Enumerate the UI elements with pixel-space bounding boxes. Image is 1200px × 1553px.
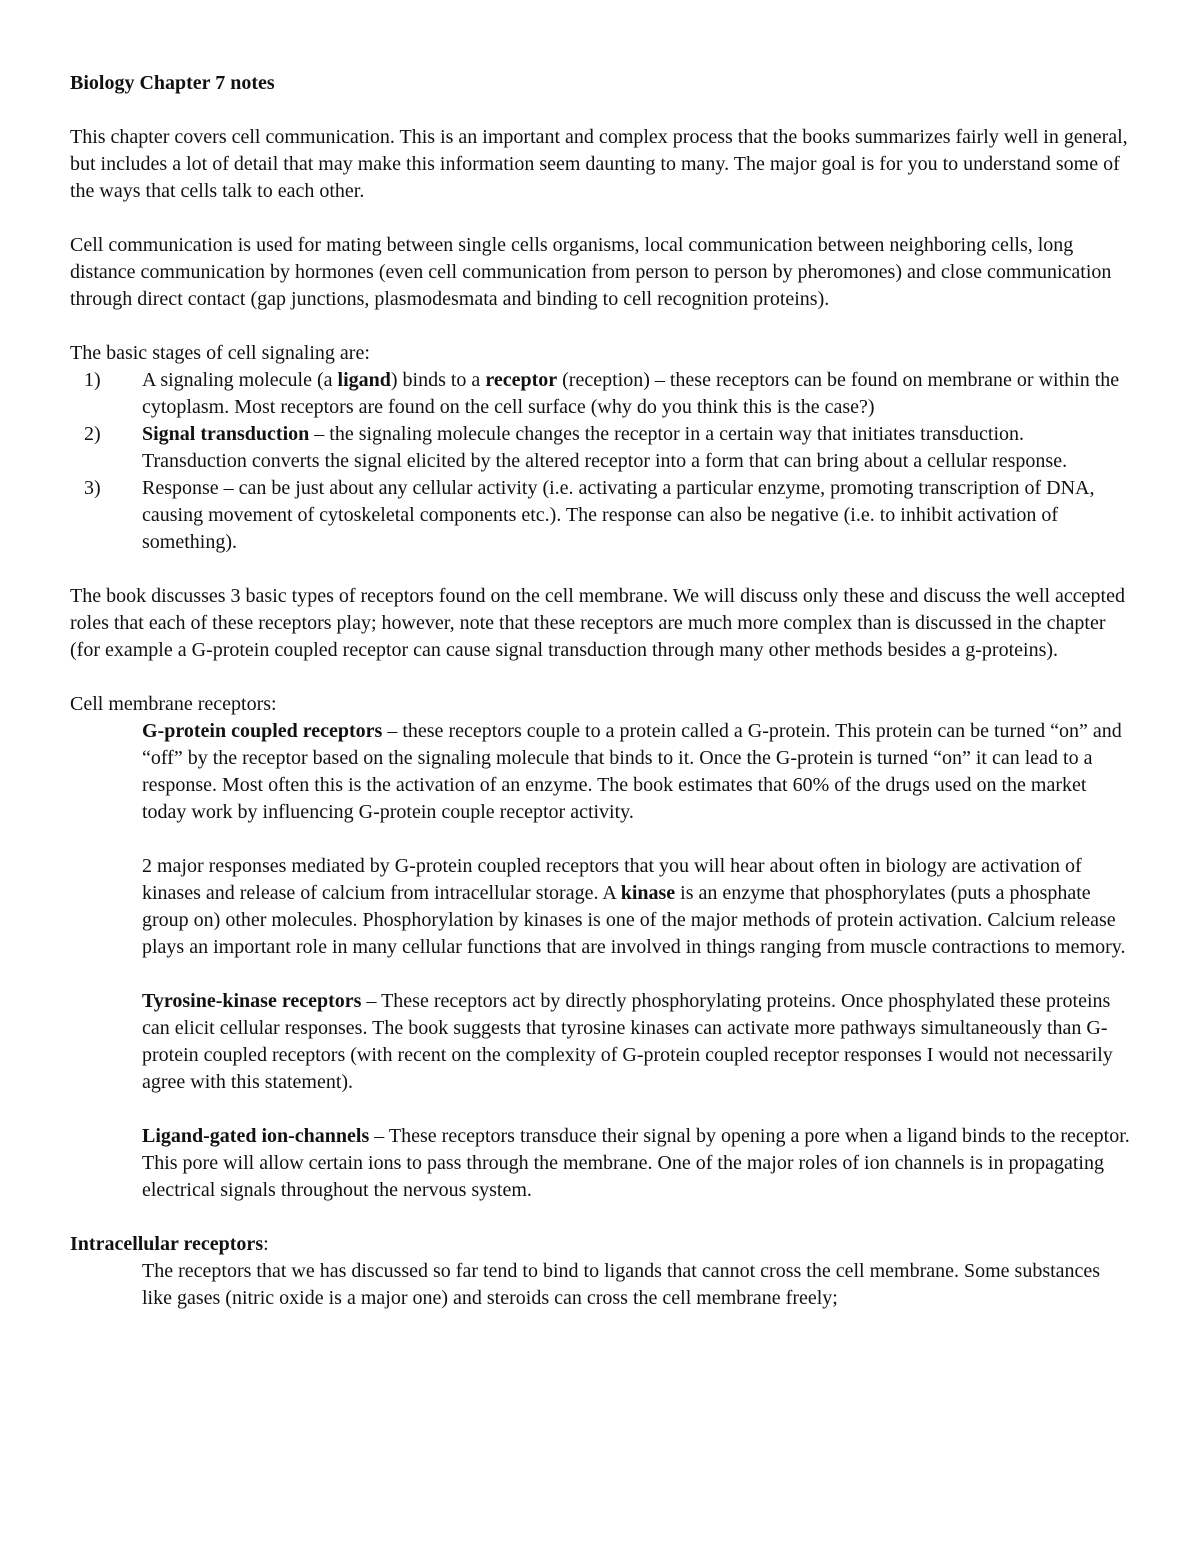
receptor-types-paragraph: The book discusses 3 basic types of receptors found on the cell membrane. We will discuss only these and discuss the well accepted roles that each of these receptors play; however, note that these receptors are much more complex than is discussed in the chapter (for example a G-protein coupled receptor can cause signal transduction through many other methods besides a g-proteins). <box>70 585 1125 661</box>
ligand-gated-term: Ligand-gated ion-channels <box>142 1125 370 1147</box>
tyrosine-kinase-term: Tyrosine-kinase receptors <box>142 990 362 1012</box>
document-page <box>70 70 1130 1339</box>
stage-item-1 <box>70 367 1130 421</box>
stage-text: ) binds to a <box>390 369 486 391</box>
stage-text: (reception) – these receptors can be found on membrane or within the cytoplasm. Most receptors are found on the cell surface (why do you think this is the case?) <box>142 369 1120 418</box>
signal-transduction-term: Signal transduction <box>142 423 310 445</box>
intracellular-term: Intracellular receptors <box>70 1233 264 1255</box>
gpcr-text: – these receptors couple to a protein called a G-protein. This protein can be turned “on” and “off” by the receptor based on the signaling molecule that binds to it. Once the G-protein is turned “on” it can lead to a response. Most often this is the activation of an enzyme. The book estimates that 60% of the drugs used on the market today work by influencing G-protein couple receptor activity. <box>142 720 1122 823</box>
intro-paragraph: This chapter covers cell communication. This is an important and complex process that the books summarizes fairly well in general, but includes a lot of detail that may make this information seem daunting to many. The major goal is for you to understand some of the ways that cells talk to each other. <box>70 126 1128 202</box>
gpcr-paragraph <box>70 718 1130 826</box>
stage-text: A signaling molecule (a <box>142 369 338 391</box>
tyrosine-kinase-text: – These receptors act by directly phosphorylating proteins. Once phosphylated these proteins can elicit cellular responses. The book suggests that tyrosine kinases can activate more pathways simultaneously than G-protein coupled receptors (with recent on the complexity of G-protein coupled receptor responses I would not necessarily agree with this statement). <box>142 990 1113 1093</box>
stages-list <box>70 367 1130 556</box>
stage-text: Response – can be just about any cellular activity (i.e. activating a particular enzyme, promoting transcription of DNA, causing movement of cytoskeletal components etc.). The response can also be negative (i.e. to inhibit activation of something). <box>142 477 1095 553</box>
membrane-receptors-heading: Cell membrane receptors: <box>70 693 277 715</box>
stage-text: – the signaling molecule changes the receptor in a certain way that initiates transduction. Transduction converts the signal elicited by the altered receptor into a form that can bring about a cellular response. <box>142 423 1068 472</box>
gpcr-term: G-protein coupled receptors <box>142 720 383 742</box>
document-title: Biology Chapter 7 notes <box>70 72 275 94</box>
ligand-gated-text: – These receptors transduce their signal by opening a pore when a ligand binds to the receptor. This pore will allow certain ions to pass through the membrane. One of the major roles of ion channels is in propagating electrical signals throughout the nervous system. <box>142 1125 1130 1201</box>
tyrosine-kinase-paragraph <box>70 988 1130 1096</box>
stage-item-3 <box>70 475 1130 556</box>
heading-colon: : <box>263 1233 269 1255</box>
gpcr-responses-paragraph <box>70 853 1130 961</box>
communication-uses-paragraph: Cell communication is used for mating between single cells organisms, local communication between neighboring cells, long distance communication by hormones (even cell communication from person to person by pheromones) and close communication through direct contact (gap junctions, plasmodesmata and binding to cell recognition proteins). <box>70 234 1112 310</box>
intracellular-paragraph: The receptors that we has discussed so far tend to bind to ligands that cannot cross the cell membrane. Some substances like gases (nitric oxide is a major one) and steroids can cross the cell membrane freely; <box>142 1260 1101 1309</box>
ligand-gated-paragraph <box>70 1123 1130 1204</box>
gpcr-responses-text: 2 major responses mediated by G-protein coupled receptors that you will hear about often in biology are activation of kinases and release of calcium from intracellular storage. A <box>142 855 1082 904</box>
gpcr-responses-text: is an enzyme that phosphorylates (puts a phosphate group on) other molecules. Phosphorylation by kinases is one of the major methods of protein activation. Calcium release plays an important role in many cellular functions that are involved in things ranging from muscle contractions to memory. <box>142 882 1126 958</box>
intracellular-heading <box>70 1231 1130 1258</box>
stage-number: 3) <box>84 477 101 499</box>
stage-number: 2) <box>84 423 101 445</box>
stage-item-2 <box>70 421 1130 475</box>
stages-heading: The basic stages of cell signaling are: <box>70 342 370 364</box>
ligand-term: ligand <box>337 369 391 391</box>
receptor-term: receptor <box>485 369 558 391</box>
kinase-term: kinase <box>620 882 676 904</box>
stage-number: 1) <box>84 369 101 391</box>
